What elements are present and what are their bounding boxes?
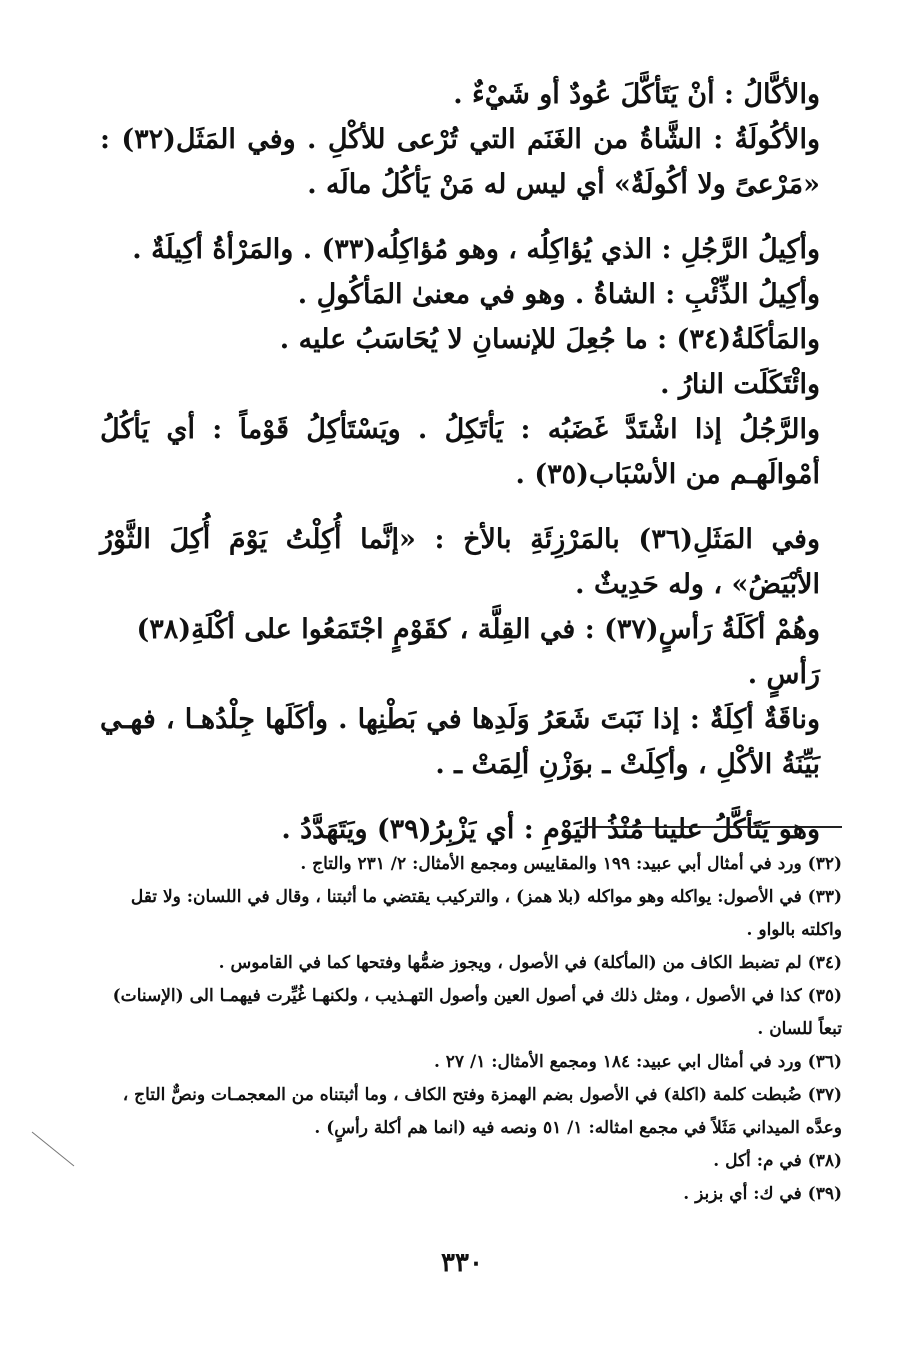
- footnote-34: (٣٤) لم تضبط الكاف من (المأكلة) في الأصول ، ويجوز ضمُّها وفتحها كما في القاموس .: [218, 953, 842, 973]
- entry-akil-rajul: وأكِيلُ الرَّجُلِ : الذي يُؤاكِلُه ، وهو مُؤاكِلُه(٣٣) . والمَرْأةُ أكِيلَةٌ .: [132, 234, 820, 265]
- entry-makala: والمَأكَلةُ(٣٤) : ما جُعِلَ للإنسانِ لا يُحَاسَبُ عليه .: [279, 324, 820, 355]
- footnote-37: (٣٧) ضُبطت كلمة (اكلة) في الأصول بضم الهمزة وفتح الكاف ، وما أثبتناه من المعجمـات ونصٌّ التاج ، وعدَّه الميداني مَثَلاً في مجمع امثاله: ١/ ٥١ ونصه فيه (انما هم أكلة رأسٍ) .: [122, 1085, 842, 1138]
- entry-akalat-ras: وهُمْ أكَلَةُ رَأسٍ(٣٧) : في القِلَّة ، كقَوْمٍ اجْتَمَعُوا على أكْلَةِ(٣٨) رَأسٍ .: [136, 614, 820, 690]
- footnote-39: (٣٩) في ك: أي بزبز .: [683, 1184, 842, 1204]
- footnote-38: (٣٨) في م: أكل .: [713, 1151, 842, 1171]
- entry-mathal-thawr: وفي المَثَلِ(٣٦) بالمَرْزِئَةِ بالأخ : «إنَّما أُكِلْتُ يَوْمَ أُكِلَ الثَّوْرُ الأبْيَضُ» ، وله حَدِيثٌ .: [100, 524, 820, 600]
- entry-akil-dhib: وأكِيلُ الذِّئْبِ : الشاةُ . وهو في معنىٰ المَأكُولِ .: [297, 279, 820, 310]
- scan-pen-mark: [30, 1130, 78, 1170]
- entry-yatakkal: وهو يَتَأكَّلُ علينا مُنْذُ اليَوْمِ : أي يَزْبِرُ(٣٩) ويَتَهَدَّدُ .: [281, 814, 820, 845]
- entry-naqa-akila: وناقَةٌ أكِلَةٌ : إذا نَبَتَ شَعَرُ وَلَدِها في بَطْنِها . وأكَلَها جِلْدُهـا ، فهـي بَيِّنَةُ الأكْلِ ، وأكِلَتْ ـ بوَزْنِ ألِمَتْ ـ .: [100, 704, 820, 780]
- footnote-36: (٣٦) ورد في أمثال ابي عبيد: ١٨٤ ومجمع الأمثال: ١/ ٢٧ .: [433, 1052, 842, 1072]
- page-number: ٣٣٠: [441, 1248, 483, 1278]
- footnote-35: (٣٥) كذا في الأصول ، ومثل ذلك في أصول العين وأصول التهـذيب ، ولكنهـا غُيِّرت فيهمـا الى (الإسنات) تبعاً للسان .: [112, 986, 842, 1039]
- entry-itakalat: وائْتَكَلَت النارُ .: [660, 369, 820, 400]
- footnote-33: (٣٣) في الأصول: يواكله وهو مواكله (بلا همز) ، والتركيب يقتضي ما أثبتنا ، وقال في اللسان: ولا تقل واكلته بالواو .: [130, 887, 842, 940]
- main-text: [100, 72, 820, 852]
- entry-yatakil: والرَّجُلُ إذا اشْتَدَّ غَضَبُه : يَأتَكِلُ . ويَسْتَأكِلُ قَوْماً : أي يَأكُلُ أمْوالَهـم من الأسْبَاب(٣٥) .: [100, 414, 820, 490]
- footnotes: [100, 848, 842, 1211]
- footnote-separator: [580, 826, 842, 828]
- entry-akula: والأكُولَةُ : الشَّاةُ من الغَنَم التي تُرْعى للأكْلِ . وفي المَثَل(٣٢) : «مَرْعىً ولا أكُولَةٌ» أي ليس له مَنْ يَأكُلُ مالَه .: [100, 124, 820, 200]
- entry-akkal: والأكَّالُ : أنْ يَتَأكَّلَ عُودٌ أو شَيْءٌ .: [453, 79, 820, 110]
- footnote-32: (٣٢) ورد في أمثال أبي عبيد: ١٩٩ والمقاييس ومجمع الأمثال: ٢/ ٢٣١ والتاج .: [300, 854, 842, 874]
